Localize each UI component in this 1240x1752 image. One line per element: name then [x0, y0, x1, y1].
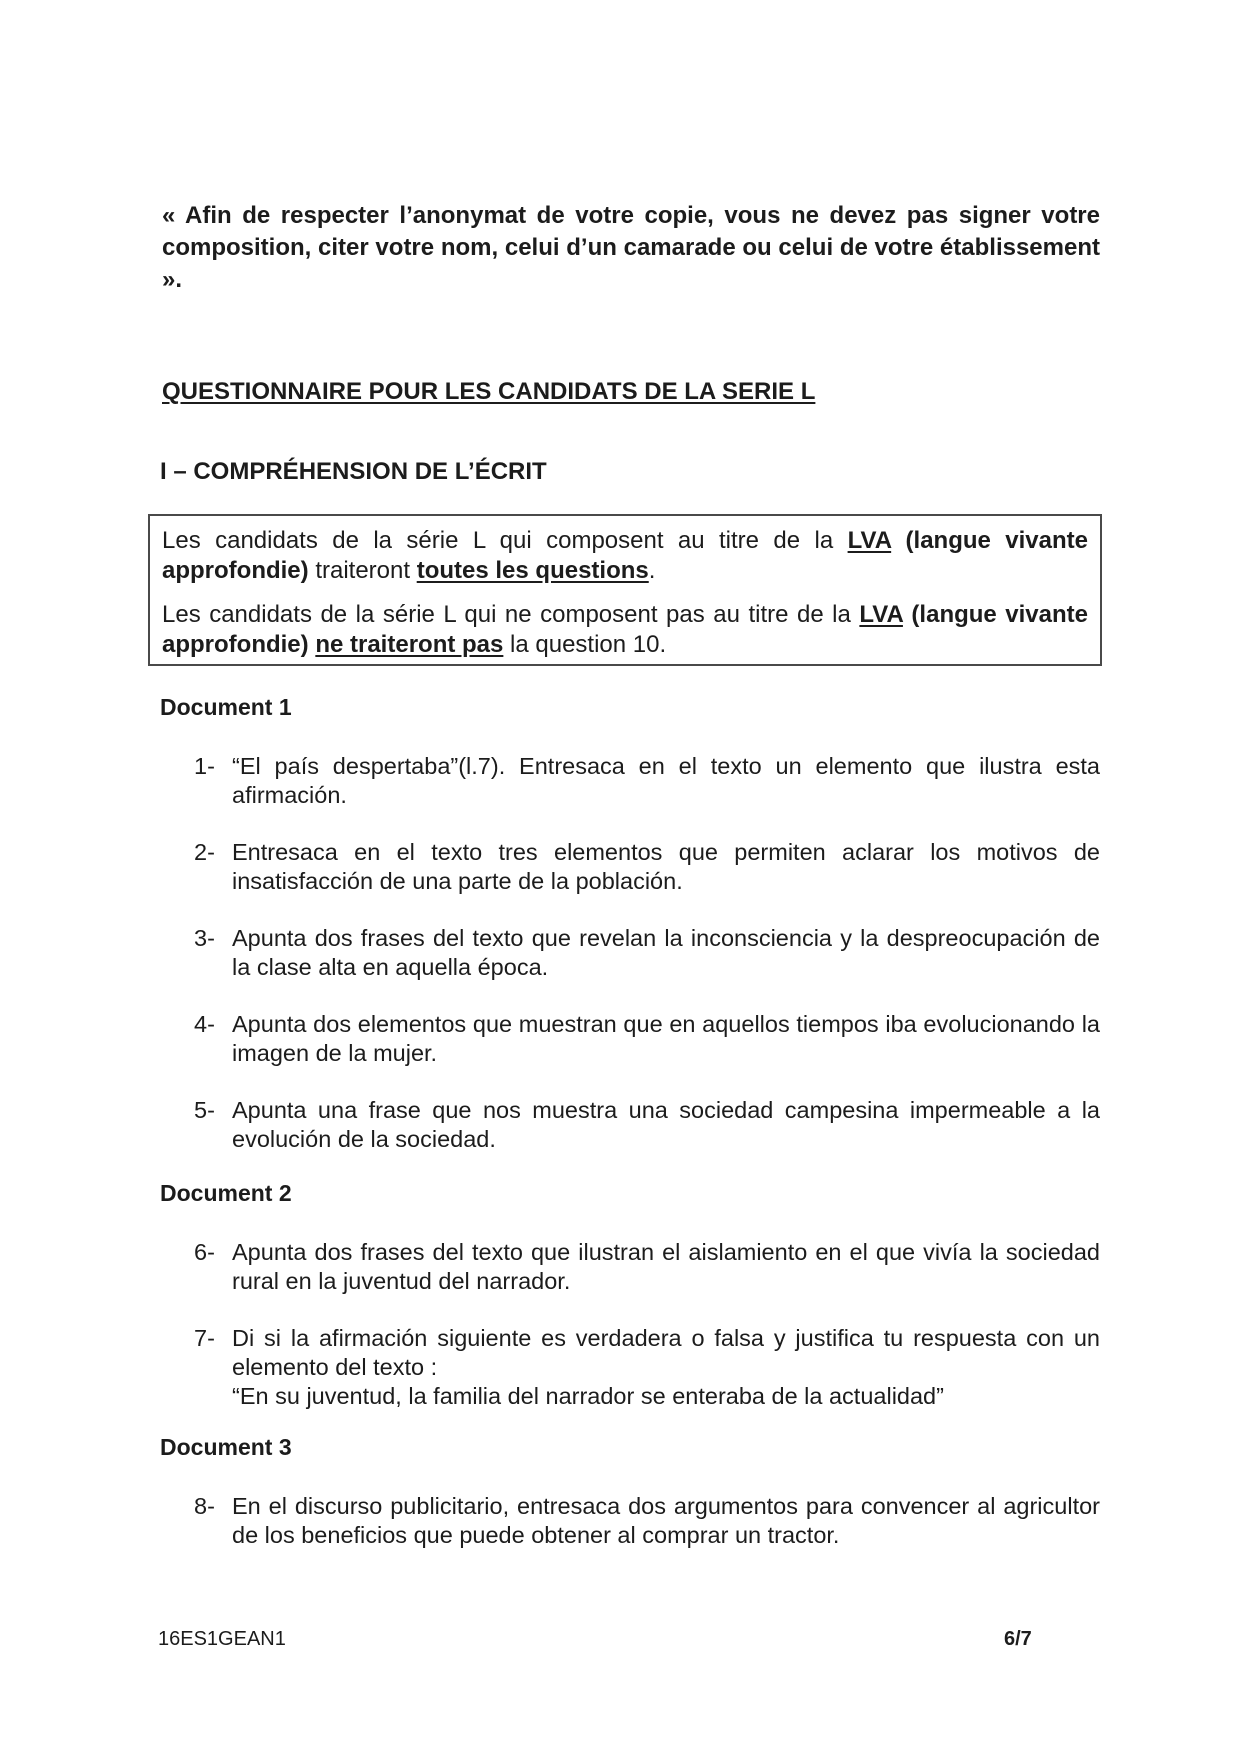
section-title: I – COMPRÉHENSION DE L’ÉCRIT: [160, 458, 547, 485]
question-number: 8-: [194, 1493, 215, 1519]
question-4: [194, 1010, 1100, 1068]
question-text: Entresaca en el texto tres elementos que permiten aclarar los motivos de insatisfacción de una parte de la población.: [232, 839, 1100, 894]
anonymity-notice: « Afin de respecter l’anonymat de votre copie, vous ne devez pas signer votre composition, citer votre nom, celui d’un camarade ou celui de votre établissement ».: [162, 202, 1100, 293]
question-5: [194, 1096, 1100, 1154]
document-3-label: Document 3: [160, 1434, 292, 1460]
question-8: [194, 1492, 1100, 1550]
instructions-box: [148, 514, 1102, 666]
document-2-label: Document 2: [160, 1180, 292, 1206]
question-number: 6-: [194, 1239, 215, 1265]
exam-code: 16ES1GEAN1: [158, 1628, 286, 1650]
question-text: Apunta dos frases del texto que ilustran el aislamiento en el que vivía la sociedad rural en la juventud del narrador.: [232, 1239, 1100, 1294]
lva-abbrev: LVA: [859, 601, 903, 628]
question-number: 2-: [194, 839, 215, 865]
question-text: En el discurso publicitario, entresaca dos argumentos para convencer al agricultor de los beneficios que puede obtener al comprar un tractor.: [232, 1493, 1100, 1548]
question-text: “El país despertaba”(l.7). Entresaca en el texto un elemento que ilustra esta afirmación.: [232, 753, 1100, 808]
question-text: Apunta dos elementos que muestran que en aquellos tiempos iba evolucionando la imagen de la mujer.: [232, 1011, 1100, 1066]
question-7: [194, 1324, 1100, 1411]
question-number: 3-: [194, 925, 215, 951]
question-6: [194, 1238, 1100, 1296]
lva-abbrev: LVA: [847, 527, 892, 554]
question-text: Apunta una frase que nos muestra una sociedad campesina impermeable a la evolución de la sociedad.: [232, 1097, 1100, 1152]
question-2: [194, 838, 1100, 896]
page-number: 6/7: [1004, 1628, 1032, 1650]
emphasis-will-not-treat: ne traiteront pas: [315, 631, 504, 658]
emphasis-all-questions: toutes les questions: [416, 557, 649, 584]
question-number: 1-: [194, 753, 215, 779]
question-text: Di si la afirmación siguiente es verdadera o falsa y justifica tu respuesta con un elemento del texto :: [232, 1325, 1100, 1380]
question-1: [194, 752, 1100, 810]
question-quote: “En su juventud, la familia del narrador se enteraba de la actualidad”: [232, 1383, 944, 1409]
question-number: 7-: [194, 1325, 215, 1351]
questionnaire-title: QUESTIONNAIRE POUR LES CANDIDATS DE LA SERIE L: [162, 378, 816, 405]
question-text: Apunta dos frases del texto que revelan la inconsciencia y la despreocupación de la clase alta en aquella época.: [232, 925, 1100, 980]
question-3: [194, 924, 1100, 982]
question-number: 4-: [194, 1011, 215, 1037]
instruction-lva-candidates: Les candidats de la série L qui composent au titre de la LVA (langue vivante approfondie) traiteront toutes les questions.: [162, 527, 1088, 584]
instruction-non-lva-candidates: Les candidats de la série L qui ne composent pas au titre de la LVA (langue vivante approfondie) ne traiteront pas la question 10.: [162, 601, 1088, 658]
document-1-label: Document 1: [160, 694, 292, 720]
question-number: 5-: [194, 1097, 215, 1123]
